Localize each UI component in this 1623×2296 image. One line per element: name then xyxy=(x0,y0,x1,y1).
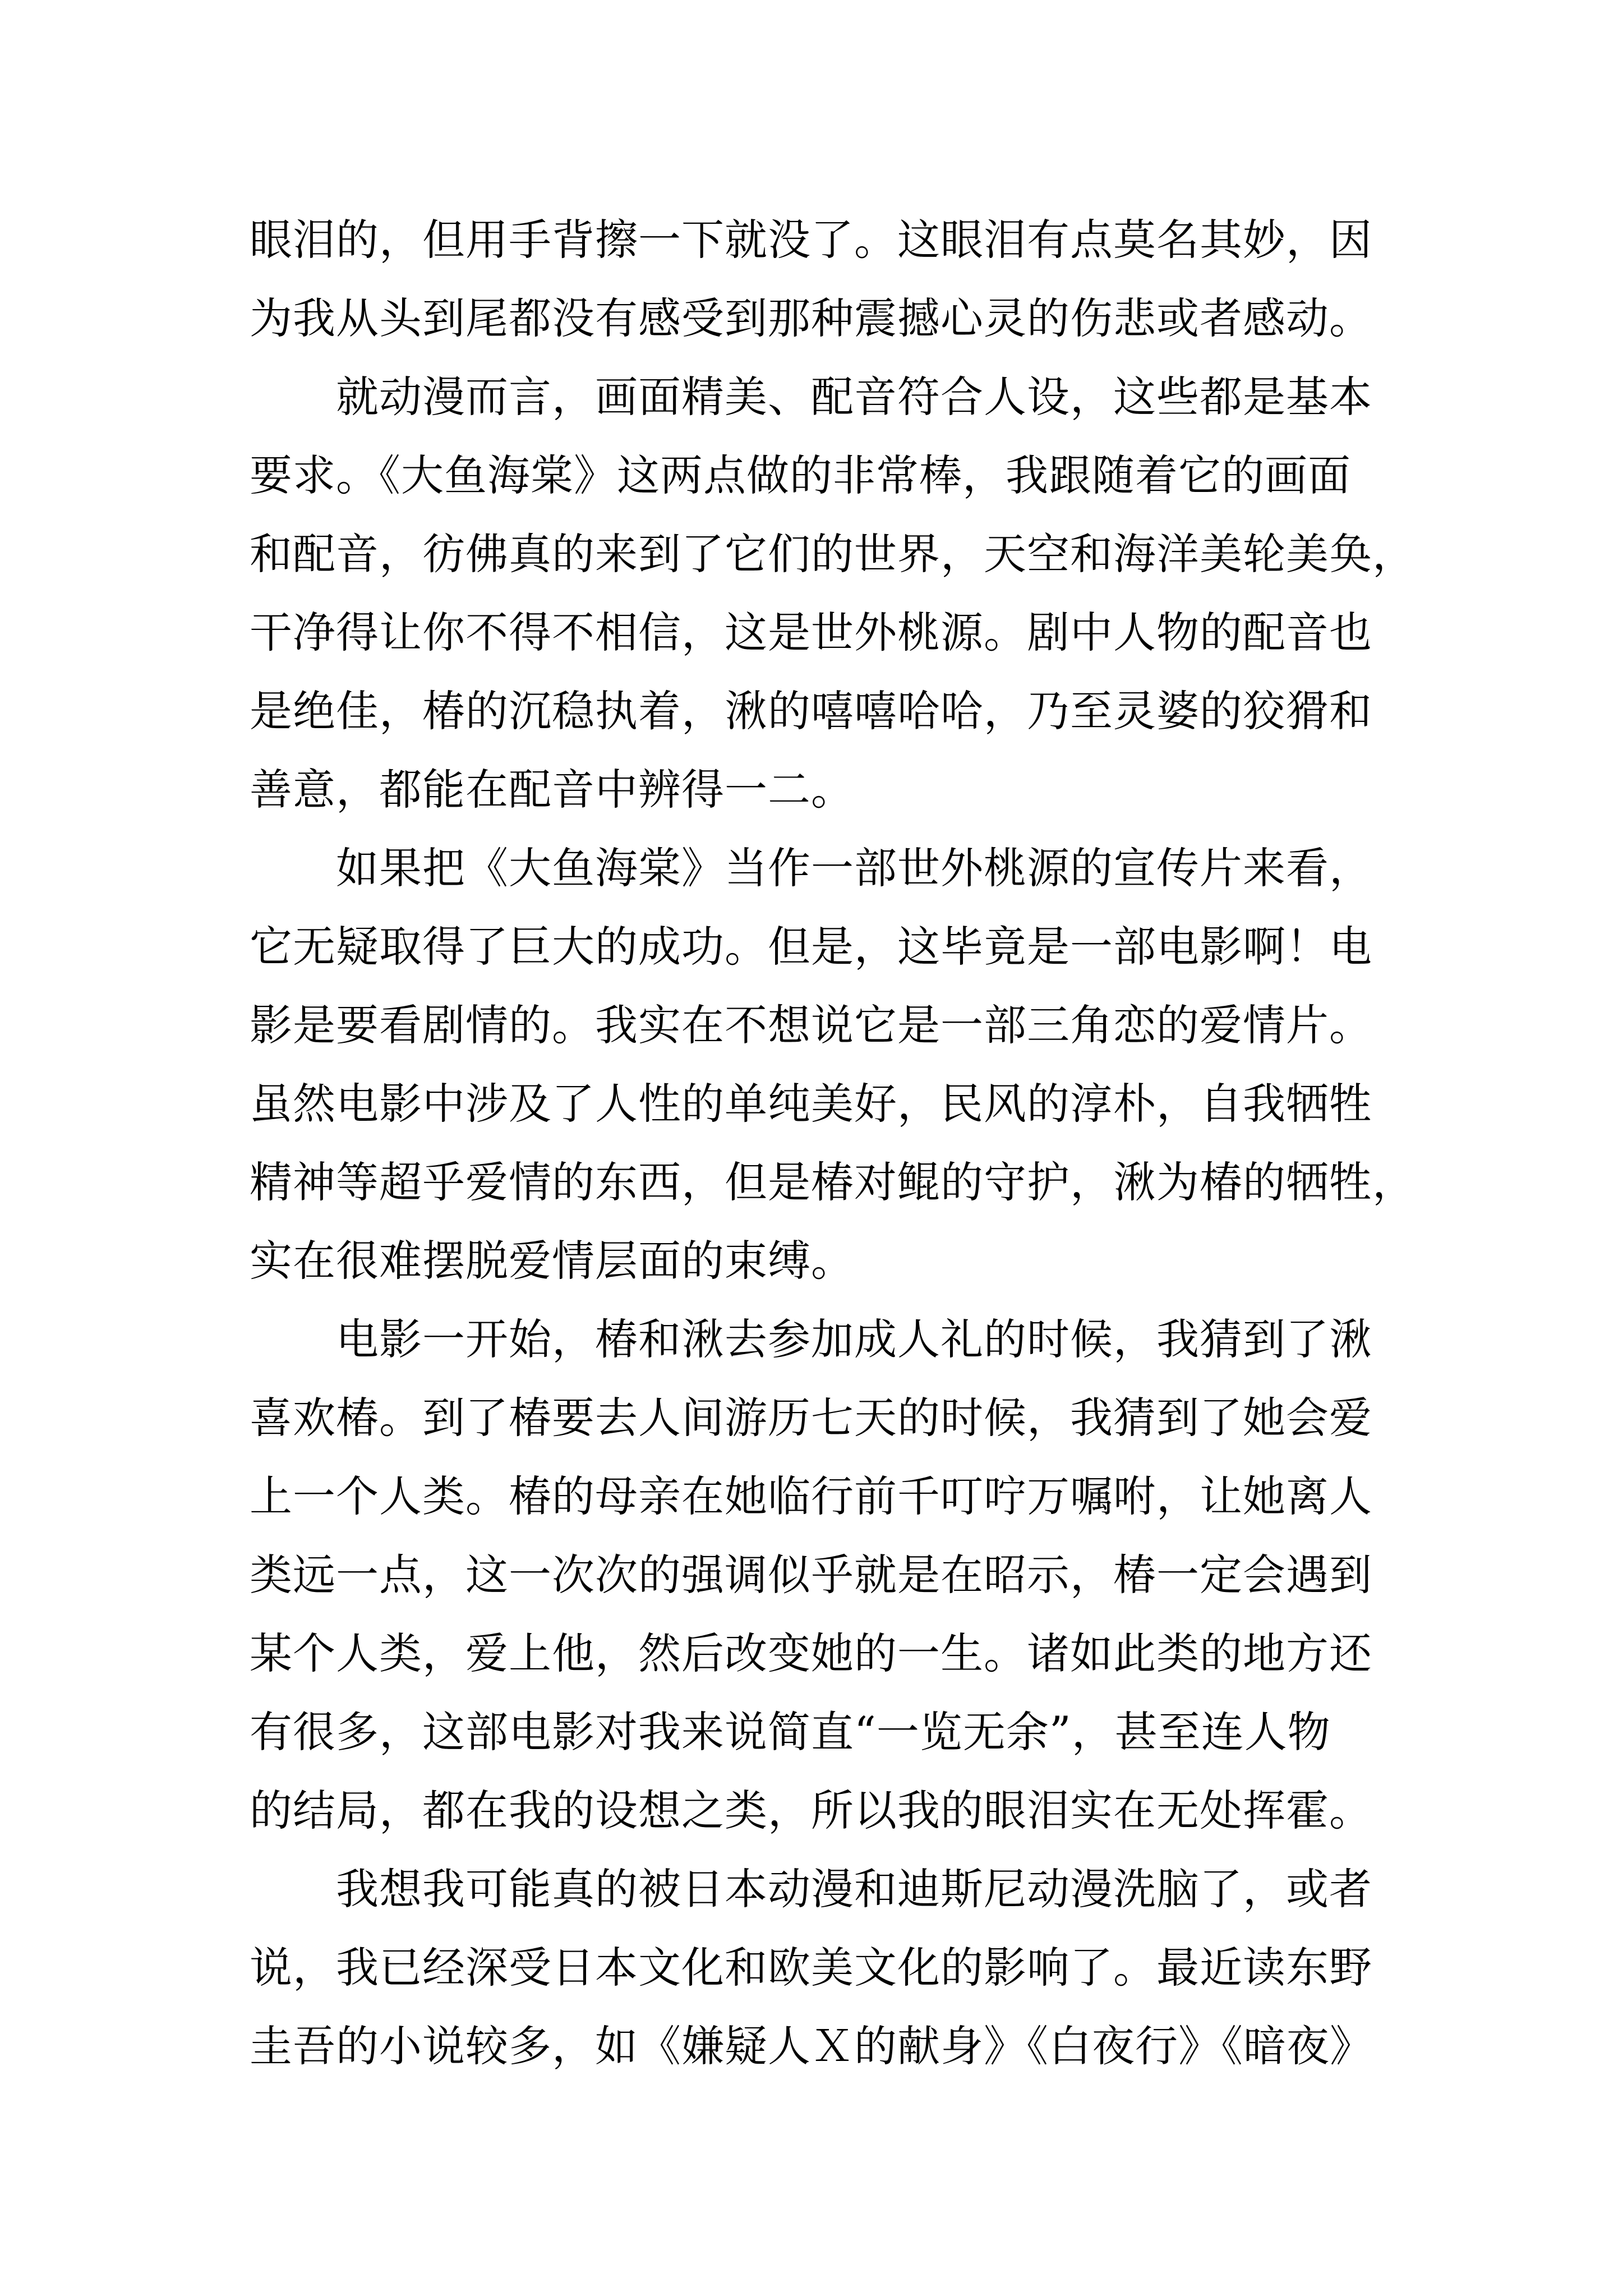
text-line: 影是要看剧情的。我实在不想说它是一部三角恋的爱情片。 xyxy=(250,1000,1372,1050)
text-line: 如果把《大鱼海棠》当作一部世外桃源的宣传片来看， xyxy=(250,843,1372,893)
text-line: 实在很难摆脱爱情层面的束缚。 xyxy=(250,1236,854,1286)
text-line: 是绝佳，椿的沉稳执着，湫的嘻嘻哈哈，乃至灵婆的狡猾和 xyxy=(250,686,1372,736)
text-line: 就动漫而言，画面精美、配音符合人设，这些都是基本 xyxy=(250,372,1372,422)
text-line: 的结局，都在我的设想之类，所以我的眼泪实在无处挥霍。 xyxy=(250,1786,1372,1835)
text-line: 某个人类，爱上他，然后改变她的一生。诸如此类的地方还 xyxy=(250,1628,1372,1678)
text-line: 电影一开始，椿和湫去参加成人礼的时候，我猜到了湫 xyxy=(250,1314,1372,1364)
text-line: 虽然电影中涉及了人性的单纯美好，民风的淳朴，自我牺牲 xyxy=(250,1079,1372,1129)
text-line: 圭吾的小说较多，如《嫌疑人Ｘ的献身》《白夜行》《暗夜》 xyxy=(250,2021,1373,2071)
text-line: 眼泪的，但用手背擦一下就没了。这眼泪有点莫名其妙，因 xyxy=(250,215,1372,265)
text-line: 我想我可能真的被日本动漫和迪斯尼动漫洗脑了，或者 xyxy=(250,1864,1372,1914)
text-line: 精神等超乎爱情的东西，但是椿对鲲的守护，湫为椿的牺牲， xyxy=(250,1157,1415,1207)
text-line: 说，我已经深受日本文化和欧美文化的影响了。最近读东野 xyxy=(250,1943,1372,1993)
text-line: 喜欢椿。到了椿要去人间游历七天的时候，我猜到了她会爱 xyxy=(250,1393,1372,1443)
text-line: 有很多，这部电影对我来说简直“一览无余”，甚至连人物 xyxy=(250,1707,1331,1757)
text-line: 善意，都能在配音中辨得一二。 xyxy=(250,765,854,815)
text-line: 它无疑取得了巨大的成功。但是，这毕竟是一部电影啊！电 xyxy=(250,922,1372,972)
text-line: 上一个人类。椿的母亲在她临行前千叮咛万嘱咐，让她离人 xyxy=(250,1471,1372,1521)
text-line: 干净得让你不得不相信，这是世外桃源。剧中人物的配音也 xyxy=(250,608,1372,657)
text-line: 类远一点，这一次次的强调似乎就是在昭示，椿一定会遇到 xyxy=(250,1550,1372,1600)
text-line: 要求。《大鱼海棠》这两点做的非常棒，我跟随着它的画面 xyxy=(250,450,1351,500)
text-line: 为我从头到尾都没有感受到那种震撼心灵的伤悲或者感动。 xyxy=(250,293,1372,343)
text-line: 和配音，彷佛真的来到了它们的世界，天空和海洋美轮美奂， xyxy=(250,529,1415,579)
